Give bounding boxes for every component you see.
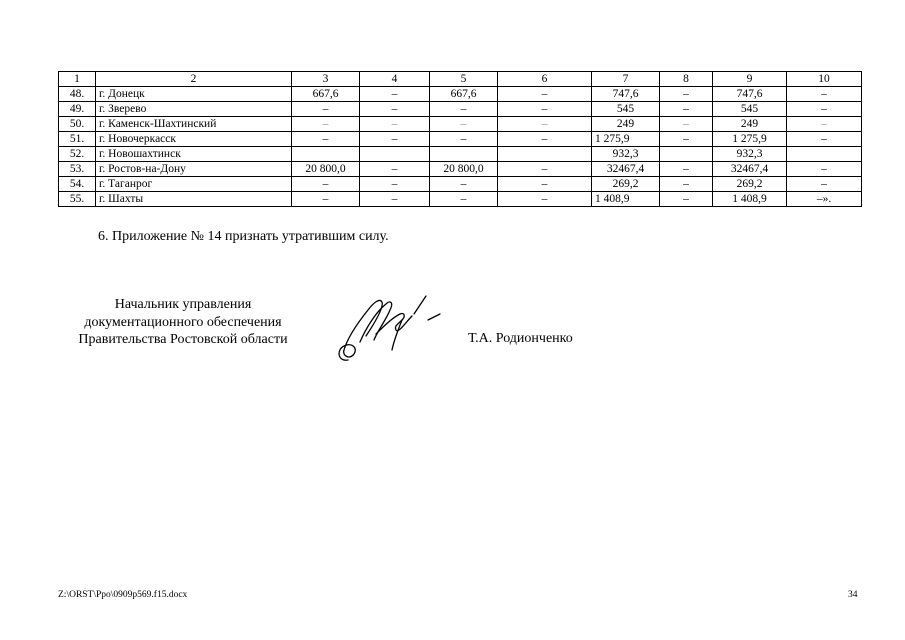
cell-value: – xyxy=(787,102,862,117)
row-number: 55. xyxy=(59,192,96,207)
cell-value: 32467,4 xyxy=(713,162,787,177)
column-header: 2 xyxy=(96,72,292,87)
cell-value: – xyxy=(498,192,592,207)
cell-value: –». xyxy=(787,192,862,207)
table-row xyxy=(59,102,862,117)
cell-value xyxy=(498,147,592,162)
cell-value xyxy=(430,147,498,162)
cell-value: – xyxy=(498,132,592,147)
cell-value xyxy=(360,147,430,162)
cell-value: – xyxy=(292,102,360,117)
cell-value: 20 800,0 xyxy=(430,162,498,177)
cell-value: 545 xyxy=(713,102,787,117)
table-row xyxy=(59,132,862,147)
cell-value: – xyxy=(498,102,592,117)
cell-value: – xyxy=(292,177,360,192)
cell-value: 1 275,9 xyxy=(592,132,660,147)
signatory-title-line: Правительства Ростовской области xyxy=(78,332,288,347)
cell-value: – xyxy=(430,102,498,117)
cell-value: – xyxy=(360,87,430,102)
cell-value: – xyxy=(787,162,862,177)
cell-value: – xyxy=(787,87,862,102)
cell-value: 32467,4 xyxy=(592,162,660,177)
row-number: 49. xyxy=(59,102,96,117)
document-path: Z:\ORST\Ppo\0909p569.f15.docx xyxy=(58,590,188,600)
cell-value: – xyxy=(292,192,360,207)
column-header: 9 xyxy=(713,72,787,87)
cell-value: 932,3 xyxy=(713,147,787,162)
cell-value: 249 xyxy=(592,117,660,132)
cell-value: – xyxy=(787,117,862,132)
row-number: 53. xyxy=(59,162,96,177)
row-number: 54. xyxy=(59,177,96,192)
cell-value: – xyxy=(360,162,430,177)
cell-value: 269,2 xyxy=(592,177,660,192)
column-header: 8 xyxy=(660,72,713,87)
city-name: г. Ростов-на-Дону xyxy=(96,162,292,177)
cell-value: 1 275,9 xyxy=(713,132,787,147)
cell-value: 20 800,0 xyxy=(292,162,360,177)
cell-value: 667,6 xyxy=(430,87,498,102)
table-header-row xyxy=(59,72,862,87)
cell-value: – xyxy=(430,117,498,132)
cell-value: 932,3 xyxy=(592,147,660,162)
cell-value: – xyxy=(360,102,430,117)
page-number: 34 xyxy=(848,590,858,600)
city-name: г. Зверево xyxy=(96,102,292,117)
cell-value: – xyxy=(430,177,498,192)
cell-value: – xyxy=(292,117,360,132)
cell-value: – xyxy=(660,177,713,192)
cell-value xyxy=(292,147,360,162)
column-header: 10 xyxy=(787,72,862,87)
cell-value: – xyxy=(660,102,713,117)
column-header: 1 xyxy=(59,72,96,87)
cell-value: – xyxy=(430,132,498,147)
signatory-title-line: Начальник управления xyxy=(114,297,252,312)
cell-value: 249 xyxy=(713,117,787,132)
column-header: 7 xyxy=(592,72,660,87)
city-name: г. Каменск-Шахтинский xyxy=(96,117,292,132)
city-name: г. Новочеркасск xyxy=(96,132,292,147)
table-row xyxy=(59,192,862,207)
table-row xyxy=(59,87,862,102)
row-number: 52. xyxy=(59,147,96,162)
cell-value: – xyxy=(498,162,592,177)
city-name: г. Донецк xyxy=(96,87,292,102)
table-row xyxy=(59,162,862,177)
signatory-title xyxy=(58,296,308,349)
table-row xyxy=(59,117,862,132)
city-name: г. Новошахтинск xyxy=(96,147,292,162)
cell-value: – xyxy=(292,132,360,147)
handwritten-signature xyxy=(330,290,450,370)
row-number: 48. xyxy=(59,87,96,102)
row-number: 51. xyxy=(59,132,96,147)
cell-value: – xyxy=(660,87,713,102)
cell-value xyxy=(787,147,862,162)
cell-value: 1 408,9 xyxy=(713,192,787,207)
cell-value: 747,6 xyxy=(713,87,787,102)
cell-value: 269,2 xyxy=(713,177,787,192)
table-row xyxy=(59,147,862,162)
row-number: 50. xyxy=(59,117,96,132)
signatory-name: Т.А. Родионченко xyxy=(468,331,573,346)
cell-value: – xyxy=(360,177,430,192)
cell-value: – xyxy=(360,192,430,207)
cell-value: 1 408,9 xyxy=(592,192,660,207)
cell-value: – xyxy=(660,117,713,132)
repeal-paragraph: 6. Приложение № 14 признать утратившим силу. xyxy=(98,229,389,244)
city-name: г. Шахты xyxy=(96,192,292,207)
cell-value: – xyxy=(498,87,592,102)
city-name: г. Таганрог xyxy=(96,177,292,192)
column-header: 4 xyxy=(360,72,430,87)
cell-value: 747,6 xyxy=(592,87,660,102)
cell-value: – xyxy=(660,162,713,177)
cell-value: – xyxy=(660,192,713,207)
cell-value xyxy=(660,147,713,162)
cell-value: – xyxy=(787,177,862,192)
cell-value: – xyxy=(360,117,430,132)
allocation-table xyxy=(58,71,862,207)
cell-value: – xyxy=(660,132,713,147)
cell-value: – xyxy=(498,177,592,192)
signatory-title-line: документационного обеспечения xyxy=(84,314,282,330)
cell-value: – xyxy=(430,192,498,207)
column-header: 3 xyxy=(292,72,360,87)
cell-value: – xyxy=(498,117,592,132)
cell-value: – xyxy=(360,132,430,147)
table-row xyxy=(59,177,862,192)
cell-value: 667,6 xyxy=(292,87,360,102)
cell-value: 545 xyxy=(592,102,660,117)
column-header: 5 xyxy=(430,72,498,87)
cell-value: – xyxy=(787,132,862,147)
column-header: 6 xyxy=(498,72,592,87)
